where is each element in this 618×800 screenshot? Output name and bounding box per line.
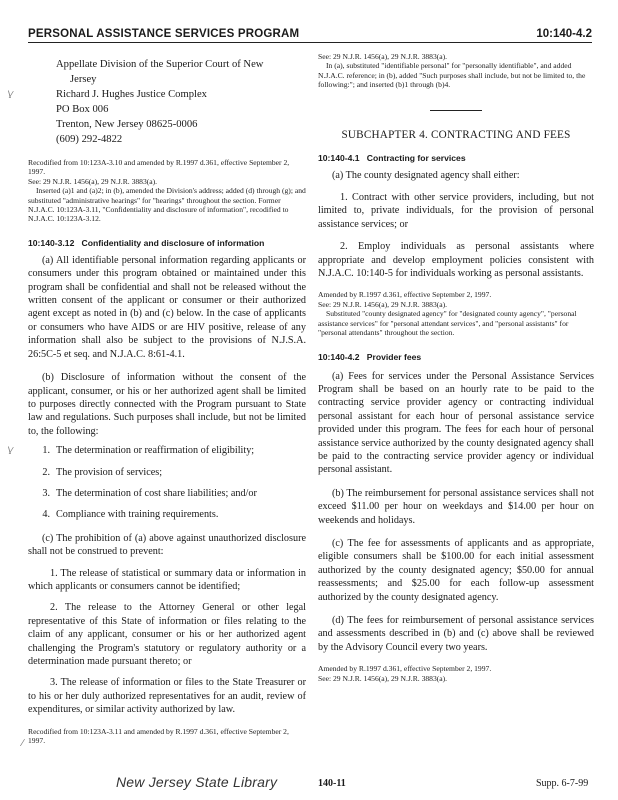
history-note	[318, 290, 594, 337]
list-item: 3. The determination of cost share liabilities; and/or	[42, 487, 257, 499]
section-heading	[318, 352, 594, 362]
history-text: Amended by R.1997 d.361, effective September 2, 1997.	[318, 664, 492, 674]
paragraph-a: (a) Fees for services under the Personal Assistance Services Program shall be based on an hourly rate to be paid to the contracting service provider agency or contracting individual personal assistant for each hour of personal assistance service provided under this program. The fees for each hour of personal assistance service authorized by the county designated agency shall be paid to the contracting service provider agency or individual personal assistant.	[318, 370, 594, 476]
address-line: Trenton, New Jersey 08625-0006	[56, 119, 198, 130]
section-title: Contracting for services	[366, 152, 466, 163]
divider	[430, 110, 482, 111]
section-heading	[28, 238, 306, 248]
see-reference: See: 29 N.J.R. 1456(a), 29 N.J.R. 3883(a).	[318, 52, 448, 61]
paragraph-c: (c) The prohibition of (a) above against unauthorized disclosure shall not be construed to prevent:	[28, 532, 306, 558]
paragraph-b: (b) Disclosure of information without the consent of the applicant, consumer, or his or her authorized agent shall be limited to purposes directly connected with the Program pursuant to State law and regulations. Such purposes shall include, but not be limited to, the following:	[28, 372, 306, 437]
margin-mark: \∕	[8, 446, 13, 457]
section-number: 10:140-4.1	[318, 152, 360, 163]
library-stamp: New Jersey State Library	[116, 774, 278, 790]
paragraph-a: (a) The county designated agency shall either:	[332, 169, 520, 181]
running-header	[28, 26, 592, 43]
address-block	[28, 57, 306, 147]
section-title: Provider fees	[366, 351, 422, 362]
section-heading	[318, 153, 594, 163]
section-number: 10:140-3.12	[28, 237, 75, 248]
history-text: Recodified from 10:123A-3.10 and amended by R.1997 d.361, effective September 2, 1997.	[28, 158, 290, 177]
list-item: 2. The release to the Attorney General or other legal representative of this State of information or files relating to the claim of any applicant, consumer or his or her authorized agent challenging the Program's statutory or regulatory authority or a determination made pursuant thereto; or	[28, 602, 306, 667]
paragraph-b: (b) The reimbursement for personal assistance services shall not exceed $11.00 per hour on weekdays and $14.00 per hour on weekends and holidays.	[318, 487, 594, 526]
page-number: 140-11	[318, 778, 346, 789]
section-number: 10:140-4.2	[318, 351, 360, 362]
list-item: 3. The release of information or files to the State Treasurer or to his or her duly authorized representatives for an audit, review of expenditures, or similar activity authorized by law.	[28, 677, 306, 716]
list-item: 4. Compliance with training requirements.	[42, 509, 219, 521]
supplement-date: Supp. 6-7-99	[536, 778, 589, 789]
paragraph-c: (c) The fee for assessments of applicants and as appropriate, eligible consumers shall be $100.00 for each initial assessment authorized by the county designated agency; $50.00 for annual reassessments; and $25.00 for each follow-up assessment authorized by the county designated agency.	[318, 537, 594, 603]
address-line: Jersey	[70, 74, 97, 85]
address-line: (609) 292-4822	[56, 134, 123, 145]
left-column	[28, 52, 306, 745]
paragraph-a: (a) All identifiable personal information regarding applicants or consumers under this program obtained or maintained under this program shall be confidential and shall not be released without the written consent of the applicant or consumer or their authorized agent except as noted in (b) and (c) below. In the case of applicants or consumers who have AIDS or are HIV positive, release of any information shall also be subject to the provisions of N.J.S.A. 26:5C-5 et seq. and N.J.A.C. 8:61-4.1.	[28, 254, 306, 360]
address-line: Appellate Division of the Superior Court of New	[56, 59, 264, 70]
margin-mark: \∕	[8, 90, 13, 101]
list-item: 1. Contract with other service providers, including, but not limited to, private individuals, for the provision of personal assistance services; or	[318, 192, 594, 230]
list-item: 1. The determination or reaffirmation of eligibility;	[42, 445, 255, 457]
list-item: 2. Employ individuals as personal assistants where appropriate and develop employment policies consistent with N.J.A.C. 10:140-5 for individuals working as personal assistants.	[318, 241, 594, 280]
amendment-note: In (a), substituted "identifiable personal" for "personally identifiable", and added N.J.A.C. reference; in (b), added "Such purposes shall include, but not be limited to, the following:"; and inserted (b)1 through (b)4.	[318, 61, 586, 90]
right-column	[318, 52, 594, 683]
address-line: PO Box 006	[56, 104, 109, 115]
amendment-note: Substituted "county designated agency" for "designated county agency", "personal assistance services" for "personal attendant services", and "personal assistants" for "personal attendants" throughout the section.	[318, 309, 577, 338]
list-item: 2. The provision of services;	[42, 466, 163, 478]
amendment-note: Inserted (a)1 and (a)2; in (b), amended the Division's address; added (d) through (g); and substituted "administrative hearings" for "hearings" throughout the section. Former N.J.A.C. 10:123A-3.11, "Confidentiality and disclosure of information", recodified to N.J.A.C. 10:123A-3.12.	[28, 186, 306, 224]
margin-mark: ∕	[22, 738, 24, 749]
header-section-number: 10:140-4.2	[536, 28, 592, 40]
history-text: Recodified from 10:123A-3.11 and amended by R.1997 d.361, effective September 2, 1997.	[28, 726, 289, 746]
list-b	[28, 444, 306, 522]
see-reference: See: 29 N.J.R. 1456(a), 29 N.J.R. 3883(a).	[318, 673, 448, 683]
history-note	[318, 664, 594, 683]
see-reference: See: 29 N.J.R. 1456(a), 29 N.J.R. 3883(a).	[318, 299, 448, 309]
section-title: Confidentiality and disclosure of information	[81, 237, 265, 248]
list-item: 1. The release of statistical or summary data or information in which applicants or consumers cannot be identified;	[28, 567, 306, 592]
history-text: Amended by R.1997 d.361, effective September 2, 1997.	[318, 290, 492, 300]
see-reference: See: 29 N.J.R. 1456(a), 29 N.J.R. 3883(a).	[28, 176, 158, 186]
paragraph-d: (d) The fees for reimbursement of personal assistance services and assessments described in (b) and (c) above shall be reviewed by the Advisory Council every two years.	[318, 615, 594, 653]
header-title: PERSONAL ASSISTANCE SERVICES PROGRAM	[28, 28, 300, 40]
address-line: Richard J. Hughes Justice Complex	[56, 89, 207, 100]
subchapter-title: SUBCHAPTER 4. CONTRACTING AND FEES	[341, 128, 571, 141]
history-note	[28, 158, 306, 224]
